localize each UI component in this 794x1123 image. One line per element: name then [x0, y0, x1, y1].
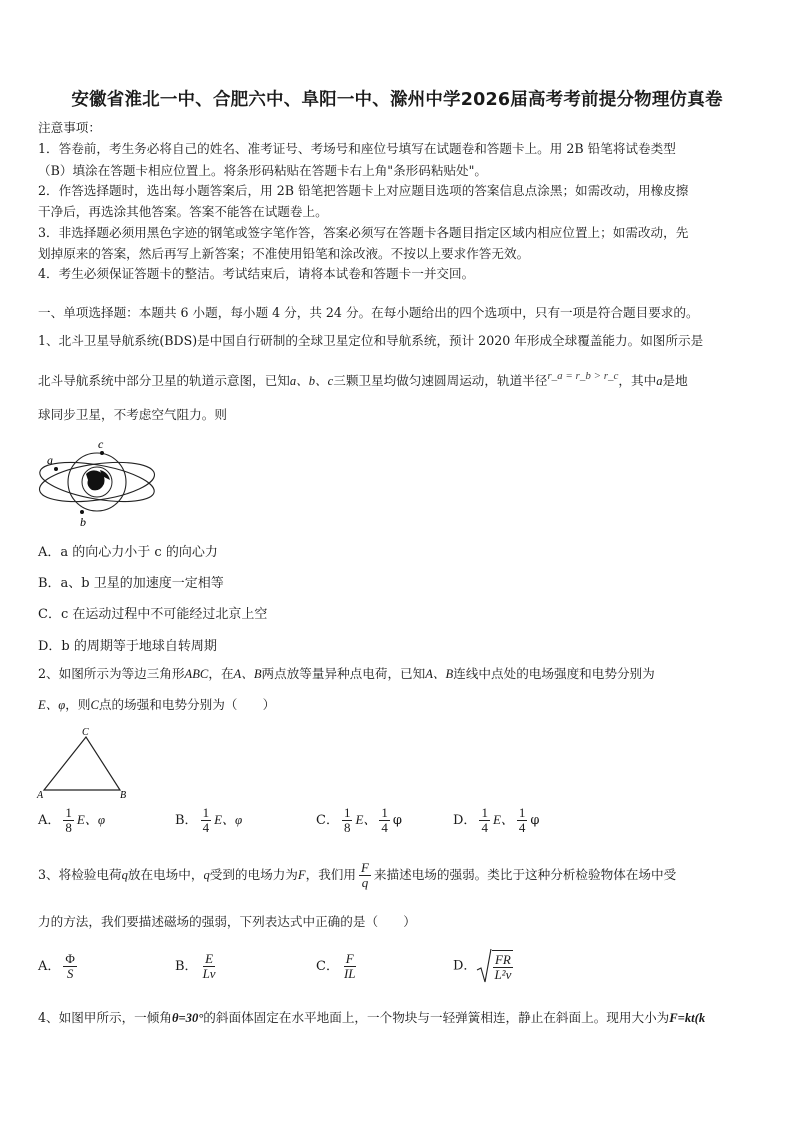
numerator: E [205, 951, 214, 966]
numerator: 1 [481, 805, 488, 820]
notice-item: 干净后，再选涂其他答案。答案不能答在试题卷上。 [38, 204, 328, 219]
q3-stem-line1 [38, 861, 676, 890]
radical-sign-icon [476, 948, 492, 984]
denominator: q [361, 875, 369, 890]
option-text: E、φ [76, 812, 106, 827]
q4-var: F=kt(k [669, 1011, 706, 1025]
numerator: Φ [65, 951, 75, 966]
option-text: φ [392, 813, 403, 828]
q1-text: 北斗导航系统中部分卫星的轨道示意图，已知 [38, 373, 290, 388]
option-text: E、φ [214, 812, 243, 827]
q1-var-a: a [656, 374, 663, 388]
denominator: 4 [481, 820, 488, 835]
option-label: C． [316, 813, 339, 828]
option-text: E、 [355, 812, 377, 827]
q2-var: A、B [233, 667, 262, 681]
q3-text: 放在电场中， [127, 867, 204, 882]
q2-var: A、B [425, 667, 454, 681]
satellite-b-dot [80, 510, 84, 514]
q3-text: ，我们用 [305, 867, 356, 882]
q2-option-c[interactable] [316, 806, 402, 835]
notice-item: 2．作答选择题时，选出每小题答案后，用 2B 铅笔把答题卡上对应题目选项的答案信息点涂黑；如需改动，用橡皮擦 [38, 183, 689, 198]
q3-var: q [121, 868, 128, 882]
option-label: B． [175, 813, 198, 828]
numerator: 1 [343, 805, 351, 820]
notice-item: 3．非选择题必须用黑色字迹的钢笔或签字笔作答，答案必须写在答题卡各题目指定区域内相应位置上；如需改动，先 [38, 225, 689, 240]
fraction [492, 950, 513, 982]
numerator: FR [494, 952, 511, 967]
fraction [517, 806, 528, 835]
numerator: F [345, 951, 354, 966]
q2-var: E、φ [38, 698, 66, 712]
section-heading: 一、单项选择题：本题共 6 小题，每小题 4 分，共 24 分。在每小题给出的四个选项中，只有一项是符合题目要求的。 [38, 305, 699, 320]
q1-stem-line2 [38, 370, 688, 390]
q2-text: 两点放等量异种点电荷，已知 [261, 666, 426, 681]
q2-var: ABC [184, 667, 209, 681]
numerator: 1 [518, 805, 526, 820]
label-B: B [120, 790, 127, 801]
label-b: b [80, 515, 86, 528]
q1-option-b[interactable]: B．a、b 卫星的加速度一定相等 [38, 576, 224, 591]
notice-item: 4．考生必须保证答题卡的整洁。考试结束后，请将本试卷和答题卡一并交回。 [38, 266, 475, 281]
option-label: C． [316, 959, 339, 974]
q3-text: 来描述电场的强弱。类比于这种分析检验物体在场中受 [373, 867, 677, 882]
q1-option-d[interactable]: D．b 的周期等于地球自转周期 [38, 639, 217, 654]
fraction [379, 806, 390, 835]
fraction [201, 952, 218, 981]
q3-option-c[interactable] [316, 952, 361, 981]
q2-text: 2、如图所示为等边三角形 [38, 666, 185, 681]
label-c: c [98, 437, 104, 451]
notice-item: 1．答卷前，考生务必将自己的姓名、准考证号、考场号和座位号填写在试题卷和答题卡上。用 2B 铅笔将试卷类型 [38, 141, 676, 156]
triangle-figure [34, 724, 134, 802]
q2-stem-line2 [38, 697, 275, 713]
denominator: S [66, 966, 74, 981]
q1-radius-inequality: r_a = r_b > r_c [547, 370, 619, 382]
fraction [342, 952, 358, 981]
q1-text: ，其中 [618, 373, 657, 388]
q1-option-c[interactable]: C．c 在运动过程中不可能经过北京上空 [38, 607, 268, 622]
numerator: 1 [381, 805, 388, 820]
q2-option-d[interactable] [453, 806, 540, 835]
option-label: B． [175, 959, 198, 974]
label-A: A [37, 790, 44, 801]
numerator: 1 [202, 805, 210, 820]
q4-var: θ=30° [171, 1011, 204, 1025]
denominator: 4 [518, 820, 526, 835]
numerator: F [360, 860, 369, 875]
q3-text: 3、将检验电荷 [38, 867, 122, 882]
denominator: 4 [202, 820, 210, 835]
fraction [342, 806, 353, 835]
denominator: L²v [494, 967, 512, 982]
q1-stem-line1: 1、北斗卫星导航系统(BDS)是中国自行研制的全球卫星定位和导航系统，预计 2020 年形成全球覆盖能力。如图所示是 [38, 333, 704, 348]
q1-text: 是地 [662, 373, 688, 388]
q2-option-a[interactable] [38, 806, 105, 835]
denominator: IL [343, 966, 356, 981]
q2-stem-line1 [38, 666, 655, 682]
q3-var: q [203, 868, 210, 882]
q2-text: 连线中点处的电场强度和电势分别为 [453, 666, 655, 681]
fraction [63, 806, 74, 835]
q4-text: 的斜面体固定在水平地面上，一个物块与一轻弹簧相连，静止在斜面上。现用大小为 [203, 1010, 670, 1025]
fraction [63, 952, 77, 981]
option-label: A． [38, 959, 61, 974]
satellite-c-dot [100, 451, 104, 455]
fraction [201, 806, 212, 835]
denominator: 8 [343, 820, 351, 835]
q3-option-b[interactable] [175, 952, 221, 981]
triangle-abc [44, 737, 120, 790]
q2-text: ，在 [208, 666, 234, 681]
q2-text: 点的场强和电势分别为（ ） [98, 697, 276, 712]
satellite-a-dot [54, 467, 58, 471]
option-text: E、 [492, 812, 514, 827]
fraction [479, 806, 490, 835]
denominator: 4 [381, 820, 388, 835]
q1-var-abc: a、b、c [289, 374, 334, 388]
q3-option-a[interactable] [38, 952, 80, 981]
sqrt-expression [476, 948, 516, 984]
fraction [359, 861, 371, 890]
q2-var: C [90, 698, 99, 712]
notice-heading: 注意事项： [38, 120, 101, 135]
label-a: a [47, 453, 53, 467]
q2-text: ，则 [65, 697, 91, 712]
q1-stem-line3: 球同步卫星，不考虑空气阻力。则 [38, 407, 227, 422]
q4-text: 4、如图甲所示，一倾角 [38, 1010, 172, 1025]
denominator: 8 [65, 820, 72, 835]
q3-var: F [297, 868, 306, 882]
q4-stem-line1 [38, 1010, 705, 1026]
label-C: C [82, 727, 89, 738]
numerator: 1 [65, 805, 72, 820]
denominator: Lv [202, 966, 216, 981]
page-title: 安徽省淮北一中、合肥六中、阜阳一中、滁州中学2026届高考考前提分物理仿真卷 [71, 90, 723, 110]
q3-text: 受到的电场力为 [209, 867, 298, 882]
option-label: D． [453, 958, 477, 974]
q2-option-b[interactable] [175, 806, 242, 835]
q1-option-a[interactable]: A．a 的向心力小于 c 的向心力 [38, 545, 218, 560]
option-text: φ [530, 813, 540, 828]
q3-option-d[interactable] [453, 948, 516, 984]
q3-stem-line2: 力的方法，我们要描述磁场的强弱，下列表达式中正确的是（ ） [38, 914, 416, 929]
q1-text: 三颗卫星均做匀速圆周运动，轨道半径 [333, 373, 548, 388]
notice-item: （B）填涂在答题卡相应位置上。将条形码粘贴在答题卡右上角"条形码粘贴处"。 [38, 163, 488, 178]
notice-item: 划掉原来的答案，然后再写上新答案；不准使用铅笔和涂改液。不按以上要求作答无效。 [38, 246, 530, 261]
option-label: A． [38, 813, 61, 828]
satellite-orbit-figure [34, 434, 164, 528]
option-label: D． [453, 813, 477, 828]
